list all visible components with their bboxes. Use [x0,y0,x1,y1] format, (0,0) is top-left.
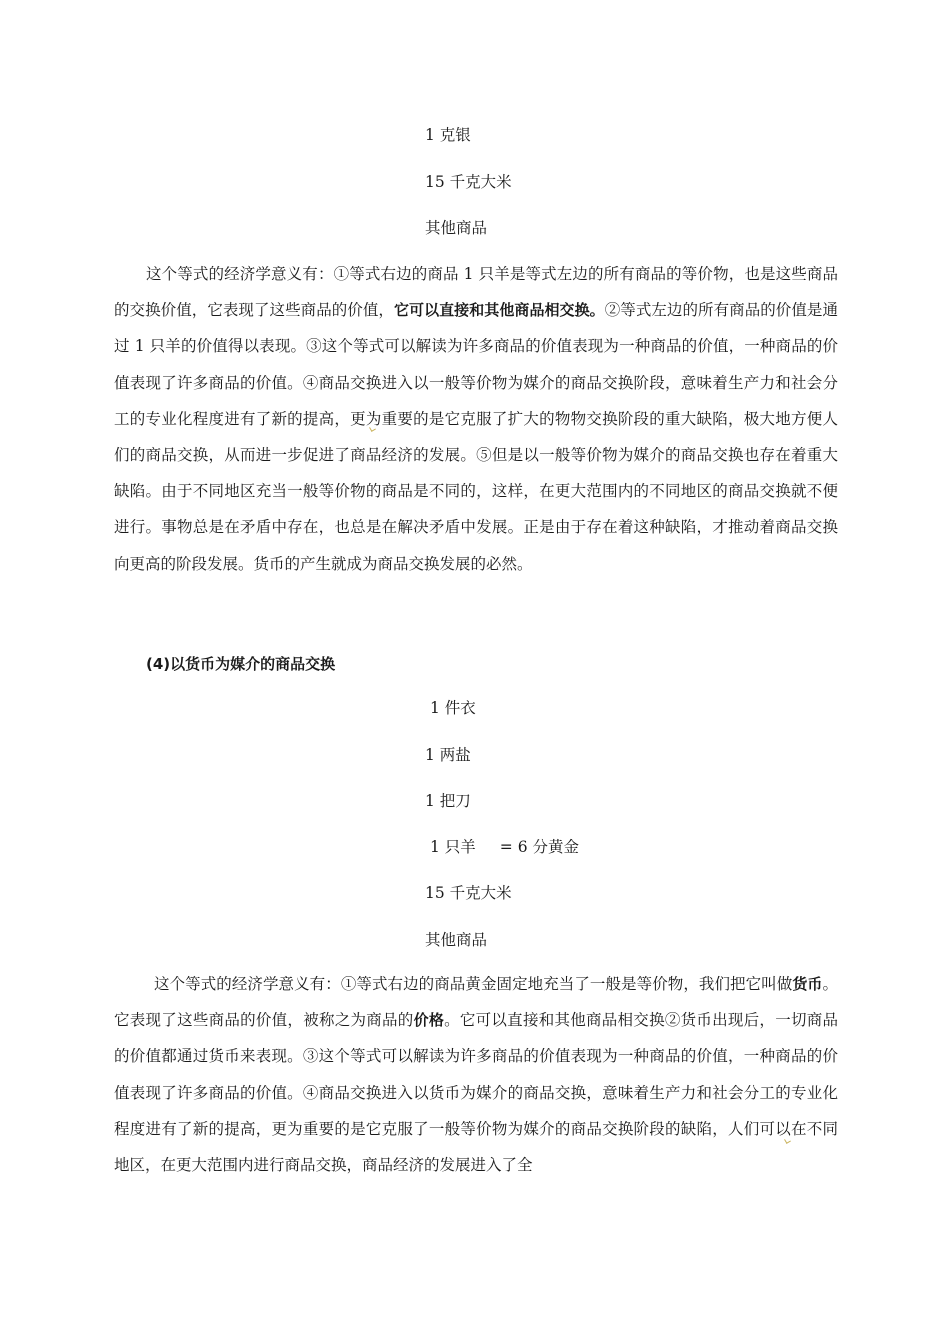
list1-item-other: 其他商品 [425,219,488,237]
list1-item-rice: 15 千克大米 [425,173,512,191]
para2-text-3: 。它可以直接和其他商品相交换②货币出现后，一切商品的价值都通过货币来表现。③这个等式可以解读为许多商品的价值表现为一种商品的价值，一种商品的价值表现了许多商品的价值。④商品交换进入以货币为媒介的商品交换，意味着生产力和社会分工的专业化程度进有了新的提高，更为重要的是它克服了一般等价物为媒介的商品交换阶段的缺陷，人们可以在不同地区，在更大范围内进行商品交换，商品经济的发展进入了全 [114,1011,838,1175]
para1-intro: 这个等式的经济学意义有：①等式右边的商品 1 只羊是等式左边的所有商品的等价物，也是这些商品的交换价值，它表现了这些商品的价值， [114,265,838,320]
para2-bold-money: 货币 [792,975,823,993]
paragraph-general-equivalent [114,256,838,582]
para1-bold-exchange: 它可以直接和其他商品相交换。 [393,301,605,320]
para2-bold-price: 价格 [413,1011,445,1030]
para2-text-2: 。它表现了这些商品的价值，被称之为商品的 [114,975,838,1030]
equation-item-knife: 1 把刀 [425,792,471,810]
para2-text-1: 这个等式的经济学意义有：①等式右边的商品黄金固定地充当了一般是等价物，我们把它叫做 [154,975,793,993]
equation-main-row [430,837,579,857]
section-heading-money-exchange: (4)以货币为媒介的商品交换 [146,655,336,673]
equation-left-sheep: 1 只羊 [430,838,476,856]
equation-equals-sign: = [499,838,513,856]
equation-item-other: 其他商品 [425,931,488,949]
equation-item-salt: 1 两盐 [425,746,471,764]
paragraph-money-meaning [114,966,838,1183]
equation-item-rice: 15 千克大米 [425,884,512,902]
list1-item-silver: 1 克银 [425,126,471,144]
para1-rest: ②等式左边的所有商品的价值是通过 1 只羊的价值得以表现。③这个等式可以解读为许多商品的价值表现为一种商品的价值，一种商品的价值表现了许多商品的价值。④商品交换进入以一般等价物为媒介的商品交换阶段，意味着生产力和社会分工的专业化程度进有了新的提高，更为重要的是它克服了扩大的物物交换阶段的重大缺陷，极大地方便人们的商品交换，从而进一步促进了商品经济的发展。⑤但是以一般等价物为媒介的商品交换也存在着重大缺陷。由于不同地区充当一般等价物的商品是不同的，这样，在更大范围内的不同地区的商品交换就不便进行。事物总是在矛盾中存在，也总是在解决矛盾中发展。正是由于存在着这种缺陷，才推动着商品交换向更高的阶段发展。货币的产生就成为商品交换发展的必然。 [114,301,838,573]
equation-item-clothes: 1 件衣 [430,699,476,717]
equation-right-gold: 6 分黄金 [517,838,580,856]
